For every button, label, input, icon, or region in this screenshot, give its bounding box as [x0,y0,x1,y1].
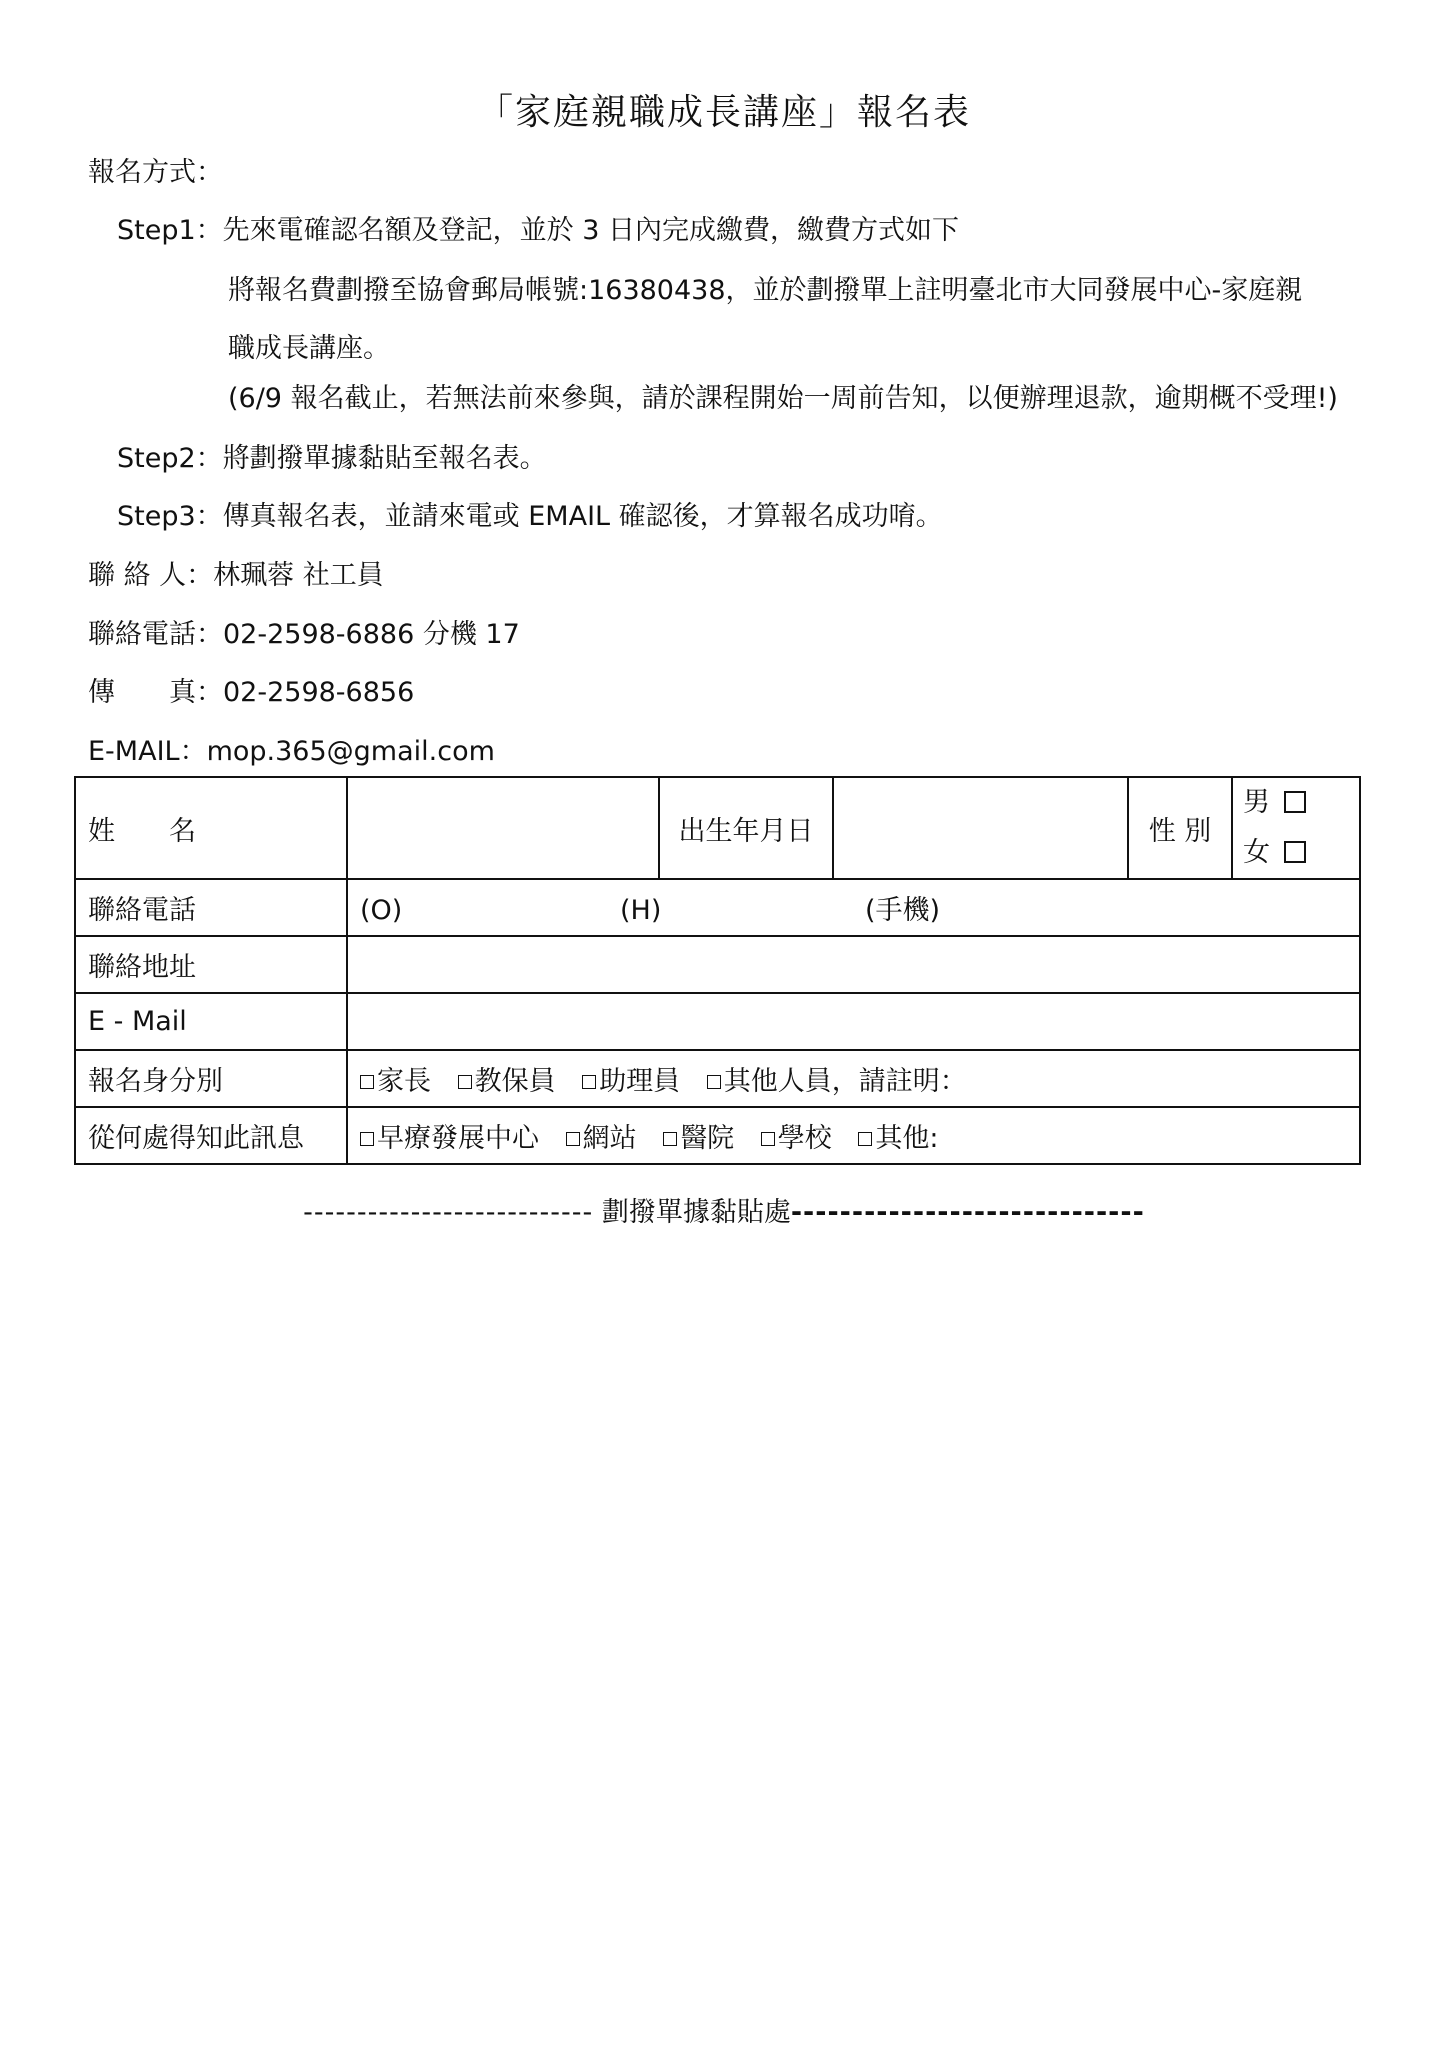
page-title: 「家庭親職成長講座」報名表 [476,92,971,133]
registration-table [74,776,1361,1165]
gender-female-label: 女 [1243,837,1270,868]
step-2-label: Step2： [117,443,223,474]
address-row [75,936,1360,993]
step-1-text: 先來電確認名額及登記，並於 3 日內完成繳費，繳費方式如下 [222,215,959,246]
option-label: 學校 [777,1123,832,1154]
contact-email: E-MAIL：mop.365@gmail.com [88,736,495,767]
phone-mobile-label: (手機) [865,895,941,926]
identity-row [75,1050,1360,1107]
option-label: 家長 [377,1066,431,1097]
email-label: E - Mail [75,993,347,1050]
source-option-center[interactable] [360,1123,539,1154]
email-row [75,993,1360,1050]
step-1-detail-2: 職成長講座。 [228,333,390,364]
phone-row [75,879,1360,936]
checkbox-icon[interactable] [663,1132,677,1146]
step-2 [117,436,547,475]
checkbox-icon[interactable] [458,1075,472,1089]
option-label: 助理員 [599,1066,681,1097]
source-row [75,1107,1360,1164]
separator-right-dashes: ----------------------------- [790,1197,1145,1228]
step-1-label: Step1： [117,215,223,246]
phone-field[interactable] [347,879,1360,936]
phone-label: 聯絡電話 [75,879,347,936]
contact-person: 聯 絡 人：林珮蓉 社工員 [88,560,384,591]
email-field[interactable] [347,993,1360,1050]
source-option-hospital[interactable] [663,1123,734,1154]
separator-left-dashes: --------------------------- [303,1197,594,1228]
gender-label: 性 別 [1128,777,1232,879]
birth-label: 出生年月日 [659,777,833,879]
phone-home-label: (H) [620,895,662,926]
option-label: 教保員 [474,1066,556,1097]
identity-option-assistant[interactable] [582,1066,680,1097]
address-field[interactable] [347,936,1360,993]
step-2-text: 將劃撥單據黏貼至報名表。 [222,443,547,474]
option-label: 其他: [875,1123,939,1154]
source-option-school[interactable] [761,1123,832,1154]
name-field[interactable] [347,777,659,879]
source-option-website[interactable] [566,1123,637,1154]
source-option-other[interactable] [858,1123,938,1154]
checkbox-icon[interactable] [566,1132,580,1146]
phone-office-label: (O) [360,895,403,926]
checkbox-icon[interactable] [360,1132,374,1146]
option-label: 醫院 [680,1123,735,1154]
gender-options [1232,777,1360,879]
step-3-label: Step3： [117,501,223,532]
checkbox-icon[interactable] [707,1075,721,1089]
female-checkbox[interactable] [1284,841,1306,863]
separator-text: 劃撥單據黏貼處 [601,1197,791,1228]
step-3 [117,494,943,533]
contact-fax: 傳 真：02-2598-6856 [88,677,415,708]
option-label: 其他人員，請註明： [723,1066,967,1097]
contact-phone: 聯絡電話：02-2598-6886 分機 17 [88,619,520,650]
option-label: 早療發展中心 [377,1123,539,1154]
gender-female-option[interactable] [1243,828,1349,878]
birth-field[interactable] [833,777,1128,879]
step-3-text: 傳真報名表，並請來電或 EMAIL 確認後，才算報名成功唷。 [222,501,943,532]
receipt-paste-separator [0,1190,1448,1229]
step-1 [117,208,959,247]
source-label: 從何處得知此訊息 [75,1107,347,1164]
gender-male-label: 男 [1243,787,1270,818]
male-checkbox[interactable] [1284,791,1306,813]
checkbox-icon[interactable] [582,1075,596,1089]
checkbox-icon[interactable] [360,1075,374,1089]
source-options [347,1107,1360,1164]
checkbox-icon[interactable] [761,1132,775,1146]
identity-label: 報名身分別 [75,1050,347,1107]
identity-option-parent[interactable] [360,1066,431,1097]
checkbox-icon[interactable] [858,1132,872,1146]
option-label: 網站 [582,1123,637,1154]
identity-option-other[interactable] [707,1066,967,1097]
identity-option-teacher[interactable] [458,1066,556,1097]
step-1-detail-3: (6/9 報名截止，若無法前來參與，請於課程開始一周前告知，以便辦理退款，逾期概不受理!) [228,383,1338,414]
identity-options [347,1050,1360,1107]
name-row [75,777,1360,879]
method-label: 報名方式： [88,157,223,188]
step-1-detail-1: 將報名費劃撥至協會郵局帳號:16380438，並於劃撥單上註明臺北市大同發展中心-家庭親 [228,275,1303,306]
address-label: 聯絡地址 [75,936,347,993]
gender-male-option[interactable] [1243,778,1349,828]
name-label: 姓 名 [75,777,347,879]
